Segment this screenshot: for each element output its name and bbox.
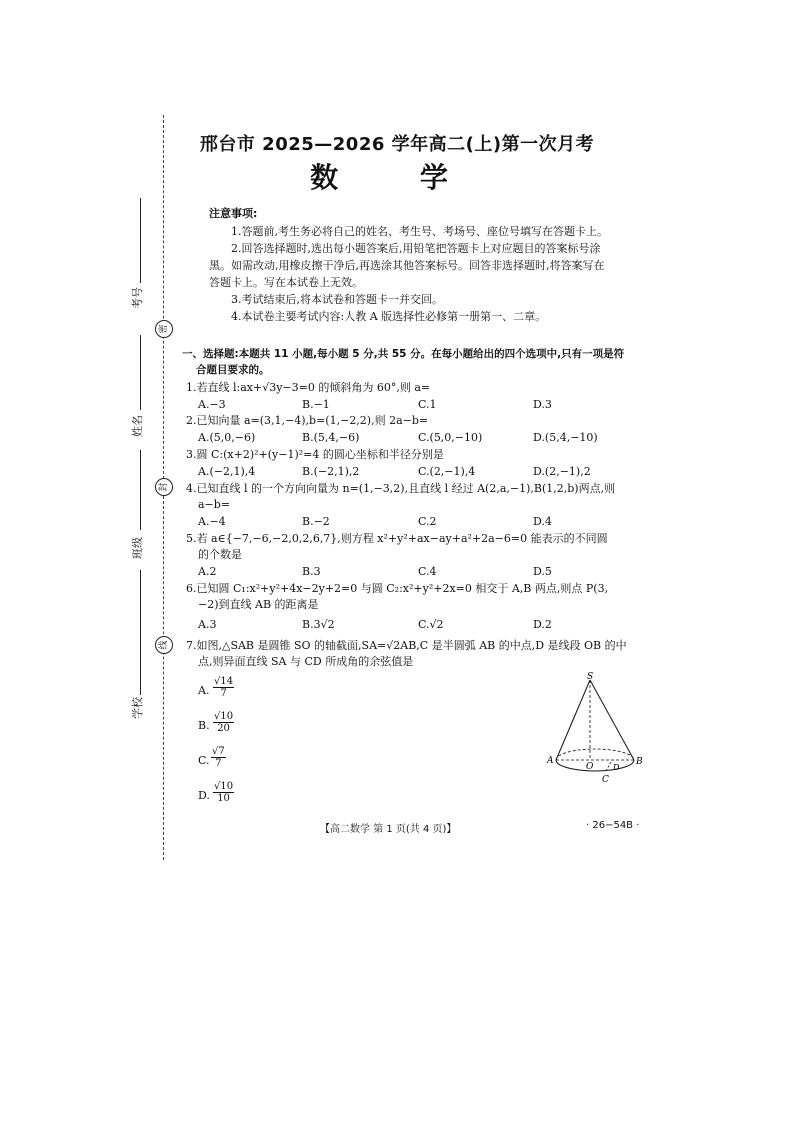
exam-title: 邢台市 2025—2026 学年高二(上)第一次月考 [199, 134, 595, 155]
q7-option-b-letter: B. [198, 719, 210, 732]
q7-option-c-num: √7 [212, 746, 225, 757]
q6-option-b: B.3√2 [302, 618, 335, 631]
label-c: C [602, 775, 609, 785]
q6-option-d: D.2 [533, 618, 552, 631]
q7-option-c-fraction [211, 746, 226, 769]
exam-number-label: 考号 [131, 287, 144, 309]
q7-option-a-num: √14 [214, 676, 234, 687]
label-d: D [613, 763, 620, 772]
q6-option-a: A.3 [198, 618, 217, 631]
q6-option-c: C.√2 [418, 618, 444, 631]
q5-option-b: B.3 [302, 565, 321, 578]
q4-stem: 4.已知直线 l 的一个方向向量为 n=(1,−3,2),且直线 l 经过 A(2,a,−1),B(1,2,b)两点,则 [186, 482, 616, 495]
notice-heading: 注意事项: [209, 207, 258, 220]
q5-stem-cont: 的个数是 [198, 548, 242, 561]
class-label: 班级 [131, 537, 144, 559]
label-b: B [636, 757, 643, 767]
q4-option-d: D.4 [533, 515, 552, 528]
section-heading: 一、选择题:本题共 11 小题,每小题 5 分,共 55 分。在每小题给出的四个选项中,只有一项是符 [182, 348, 625, 360]
q7-option-d-letter: D. [198, 789, 210, 802]
cone-edge-sa [556, 680, 590, 760]
q7-option-d-num: √10 [214, 781, 234, 792]
q1-option-a: A.−3 [198, 398, 226, 411]
seal-mark-mi: 密 [155, 320, 173, 338]
notice-item-2-cont: 黑。如需改动,用橡皮擦干净后,再选涂其他答案标号。回答非选择题时,将答案写在 [209, 259, 605, 272]
notice-item-2: 2.回答选择题时,选出每小题答案后,用铅笔把答题卡上对应题目的答案标号涂 [231, 242, 601, 255]
q4-option-b: B.−2 [302, 515, 330, 528]
label-s: S [587, 672, 594, 682]
seal-mark-feng: 封 [155, 478, 173, 496]
q6-stem-cont: −2)到直线 AB 的距离是 [198, 598, 319, 611]
q7-stem-cont: 点,则异面直线 SA 与 CD 所成角的余弦值是 [198, 655, 414, 668]
q3-option-d: D.(2,−1),2 [533, 465, 591, 478]
q2-option-c: C.(5,0,−10) [418, 431, 483, 444]
label-o: O [586, 762, 594, 772]
school-label: 学校 [131, 697, 144, 719]
q3-option-b: B.(−2,1),2 [302, 465, 360, 478]
notice-item-3: 3.考试结束后,将本试卷和答题卡一并交回。 [231, 293, 443, 306]
q2-option-d: D.(5,4,−10) [533, 431, 598, 444]
q4-option-a: A.−4 [198, 515, 226, 528]
q1-option-b: B.−1 [302, 398, 330, 411]
q3-option-a: A.(−2,1),4 [198, 465, 256, 478]
footer-code: · 26−54B · [586, 820, 640, 831]
segment-cd [606, 760, 612, 771]
q5-option-d: D.5 [533, 565, 552, 578]
q5-option-c: C.4 [418, 565, 437, 578]
q2-stem: 2.已知向量 a=(3,1,−4),b=(1,−2,2),则 2a−b= [186, 414, 429, 427]
q1-stem: 1.若直线 l:ax+√3y−3=0 的倾斜角为 60°,则 a= [186, 381, 431, 394]
base-front-arc [556, 760, 634, 771]
q7-option-b-den: 20 [217, 723, 230, 734]
q7-option-d-fraction [213, 781, 234, 804]
q4-option-c: C.2 [418, 515, 437, 528]
subject-title: 数 学 [310, 161, 484, 194]
q5-option-a: A.2 [198, 565, 217, 578]
label-a: A [547, 756, 554, 766]
name-label: 姓名 [131, 415, 144, 437]
q7-stem: 7.如图,△SAB 是圆锥 SO 的轴截面,SA=√2AB,C 是半圆弧 AB 的中点,D 是线段 OB 的中 [186, 639, 627, 652]
footer-page-info: 【高二数学 第 1 页(共 4 页)】 [320, 824, 457, 835]
q7-option-c-den: 7 [215, 758, 222, 769]
q7-option-a-den: 7 [220, 688, 227, 699]
school-line [140, 570, 141, 695]
q7-option-b-num: √10 [214, 711, 234, 722]
q7-option-a-fraction [213, 676, 234, 699]
name-line [140, 335, 141, 410]
q3-option-c: C.(2,−1),4 [418, 465, 476, 478]
exam-number-line [140, 198, 141, 283]
q1-option-c: C.1 [418, 398, 437, 411]
q7-option-b-fraction [213, 711, 234, 734]
section-heading-cont: 合题目要求的。 [196, 364, 270, 376]
notice-item-2-end: 答题卡上。写在本试卷上无效。 [209, 276, 363, 289]
class-line [140, 450, 141, 530]
q6-stem: 6.已知圆 C₁:x²+y²+4x−2y+2=0 与圆 C₂:x²+y²+2x=0 相交于 A,B 两点,则点 P(3, [186, 582, 609, 595]
q2-option-a: A.(5,0,−6) [198, 431, 256, 444]
cone-edge-sb [590, 680, 634, 760]
q2-option-b: B.(5,4,−6) [302, 431, 360, 444]
base-back-arc [556, 749, 634, 760]
notice-item-1: 1.答题前,考生务必将自己的姓名、考生号、考场号、座位号填写在答题卡上。 [231, 225, 608, 238]
q7-option-a-letter: A. [198, 684, 210, 697]
seal-mark-xian: 线 [155, 636, 173, 654]
q7-option-c-letter: C. [198, 754, 210, 767]
q3-stem: 3.圆 C:(x+2)²+(y−1)²=4 的圆心坐标和半径分别是 [186, 448, 444, 461]
cone-figure [540, 670, 650, 785]
q4-stem-cont: a−b= [198, 498, 231, 511]
notice-item-4: 4.本试卷主要考试内容:人教 A 版选择性必修第一册第一、二章。 [231, 310, 547, 323]
q7-option-d-den: 10 [217, 793, 230, 804]
q5-stem: 5.若 a∈{−7,−6,−2,0,2,6,7},则方程 x²+y²+ax−ay+a²+2a−6=0 能表示的不同圆 [186, 532, 608, 545]
q1-option-d: D.3 [533, 398, 552, 411]
